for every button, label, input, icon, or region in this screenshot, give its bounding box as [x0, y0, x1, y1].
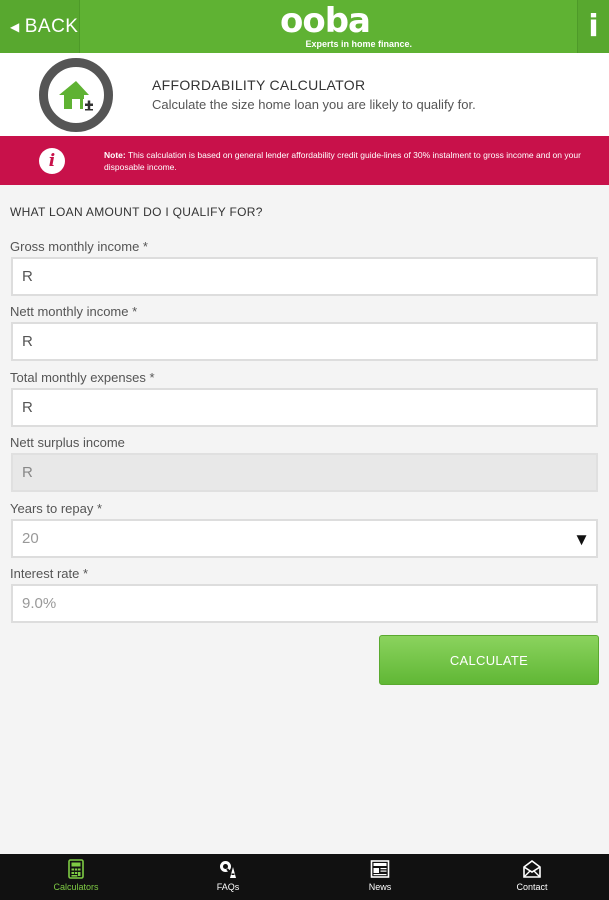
ooba-logo	[275, 1, 415, 52]
nett-income-input[interactable]	[11, 322, 598, 361]
page-subtitle: Calculate the size home loan you are likely to qualify for.	[152, 97, 476, 112]
nav-item-faqs[interactable]	[152, 854, 304, 900]
nav-item-calculators[interactable]	[0, 854, 152, 900]
nav-label-news: News	[368, 882, 392, 892]
interest-value: 9.0%	[22, 595, 57, 612]
qa-icon	[218, 859, 238, 879]
logo-text: ooba	[280, 1, 370, 41]
surplus-field	[11, 453, 598, 492]
nav-item-contact[interactable]	[456, 854, 608, 900]
form-section-title: WHAT LOAN AMOUNT DO I QUALIFY FOR?	[10, 205, 263, 219]
nav-item-news[interactable]	[304, 854, 456, 900]
envelope-icon	[522, 859, 542, 879]
info-icon: i	[39, 148, 65, 174]
nett-income-label: Nett monthly income *	[10, 304, 138, 319]
back-button[interactable]	[0, 0, 80, 53]
bottom-nav	[0, 854, 609, 900]
nav-label-calculators: Calculators	[53, 882, 99, 892]
note-banner	[0, 136, 609, 185]
back-label: BACK	[24, 15, 79, 37]
expenses-value: R	[22, 399, 33, 416]
back-arrow-icon: ◀	[10, 19, 20, 34]
years-label: Years to repay *	[10, 501, 103, 516]
years-value: 20	[22, 530, 39, 547]
newspaper-icon	[370, 859, 390, 879]
dropdown-arrow-icon: ▼	[573, 530, 590, 549]
gross-income-input[interactable]	[11, 257, 598, 296]
interest-label: Interest rate *	[10, 566, 89, 581]
expenses-input[interactable]	[11, 388, 598, 427]
years-select[interactable]	[11, 519, 598, 558]
page-title: AFFORDABILITY CALCULATOR	[152, 77, 366, 93]
surplus-label: Nett surplus income	[10, 435, 125, 450]
nav-label-faqs: FAQs	[216, 882, 240, 892]
logo-tagline: Experts in home finance.	[305, 39, 412, 49]
gross-income-value: R	[22, 268, 33, 285]
calculator-header	[0, 53, 609, 136]
nett-income-value: R	[22, 333, 33, 350]
note-text	[104, 149, 599, 173]
nav-label-contact: Contact	[516, 882, 548, 892]
expenses-label: Total monthly expenses *	[10, 370, 155, 385]
surplus-value: R	[22, 464, 33, 481]
info-label: i	[588, 9, 599, 44]
house-plus-icon	[39, 58, 113, 132]
info-button[interactable]	[577, 0, 609, 53]
note-body: This calculation is based on general lender affordability credit guide-lines of 30% instalment to gross income and on your disposable income.	[104, 150, 581, 172]
note-prefix: Note:	[104, 150, 126, 160]
gross-income-label: Gross monthly income *	[10, 239, 148, 254]
calculate-button[interactable]: CALCULATE	[379, 635, 599, 685]
calculator-icon	[66, 859, 86, 879]
top-bar	[0, 0, 609, 53]
interest-input[interactable]	[11, 584, 598, 623]
